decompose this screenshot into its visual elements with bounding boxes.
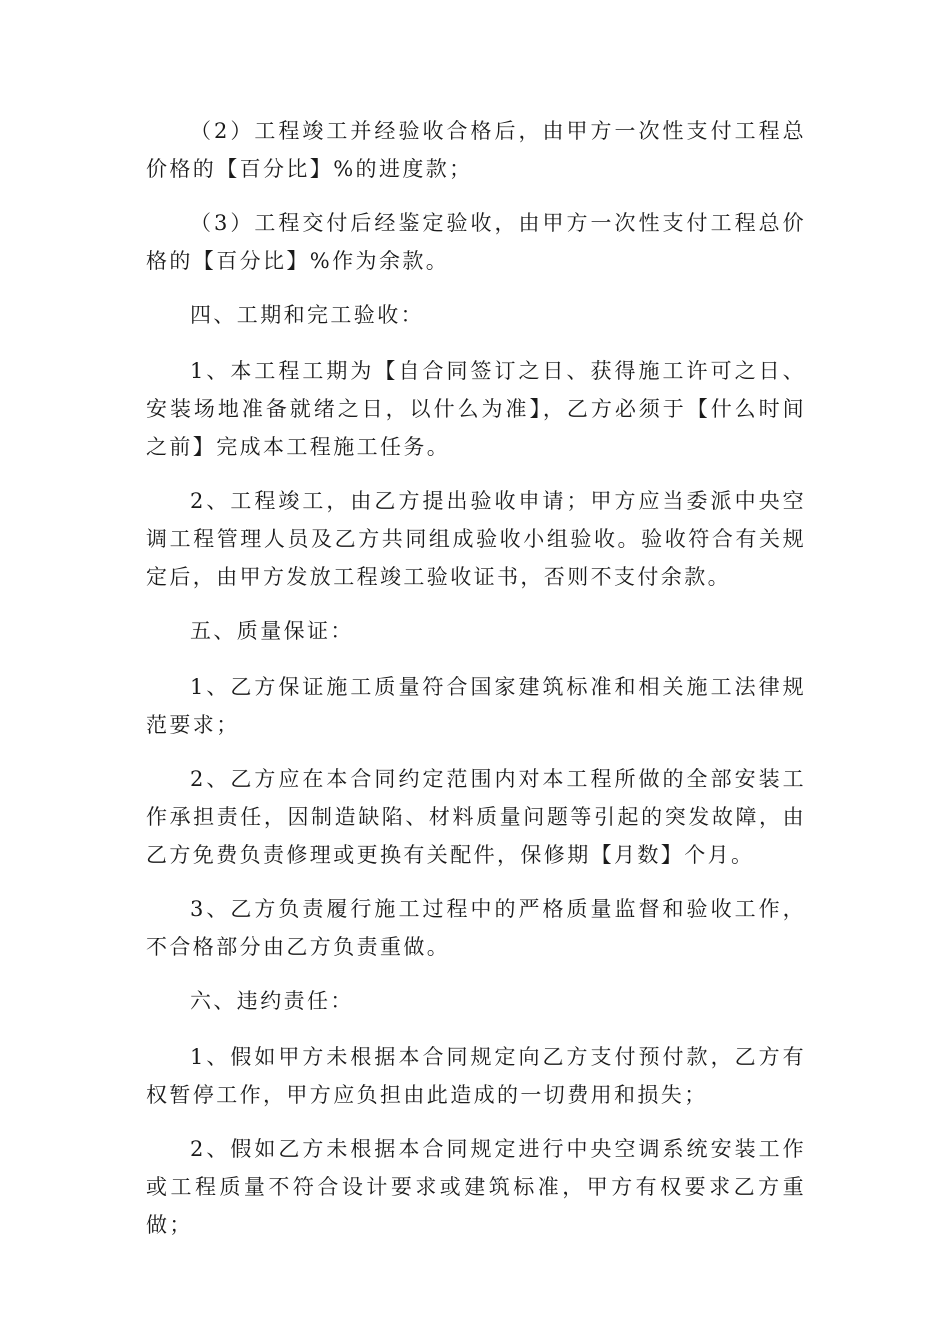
clause-liability-party-b: 2、假如乙方未根据本合同规定进行中央空调系统安装工作或工程质量不符合设计要求或建筑标准，甲方有权要求乙方重做； [146, 1137, 806, 1237]
clause-payment-balance: （3）工程交付后经鉴定验收，由甲方一次性支付工程总价格的【百分比】%作为余款。 [146, 211, 806, 273]
section-heading-liability: 六、违约责任： [190, 989, 354, 1013]
clause-quality-supervision: 3、乙方负责履行施工过程中的严格质量监督和验收工作，不合格部分由乙方负责重做。 [146, 897, 806, 959]
clause-quality-standard: 1、乙方保证施工质量符合国家建筑标准和相关施工法律规范要求； [146, 675, 806, 737]
section-heading-quality: 五、质量保证： [190, 619, 354, 643]
clause-quality-warranty: 2、乙方应在本合同约定范围内对本工程所做的全部安装工作承担责任，因制造缺陷、材料质量问题等引起的突发故障，由乙方免费负责修理或更换有关配件，保修期【月数】个月。 [146, 767, 806, 867]
clause-payment-progress: （2）工程竣工并经验收合格后，由甲方一次性支付工程总价格的【百分比】%的进度款； [146, 119, 806, 181]
clause-liability-party-a: 1、假如甲方未根据本合同规定向乙方支付预付款，乙方有权暂停工作，甲方应负担由此造成的一切费用和损失； [146, 1045, 806, 1107]
clause-completion-acceptance: 2、工程竣工，由乙方提出验收申请；甲方应当委派中央空调工程管理人员及乙方共同组成验收小组验收。验收符合有关规定后，由甲方发放工程竣工验收证书，否则不支付余款。 [146, 489, 806, 589]
section-heading-schedule: 四、工期和完工验收： [190, 303, 424, 327]
clause-schedule-duration: 1、本工程工期为【自合同签订之日、获得施工许可之日、安装场地准备就绪之日，以什么为准】，乙方必须于【什么时间之前】完成本工程施工任务。 [146, 359, 806, 459]
document-page [146, 112, 806, 1260]
